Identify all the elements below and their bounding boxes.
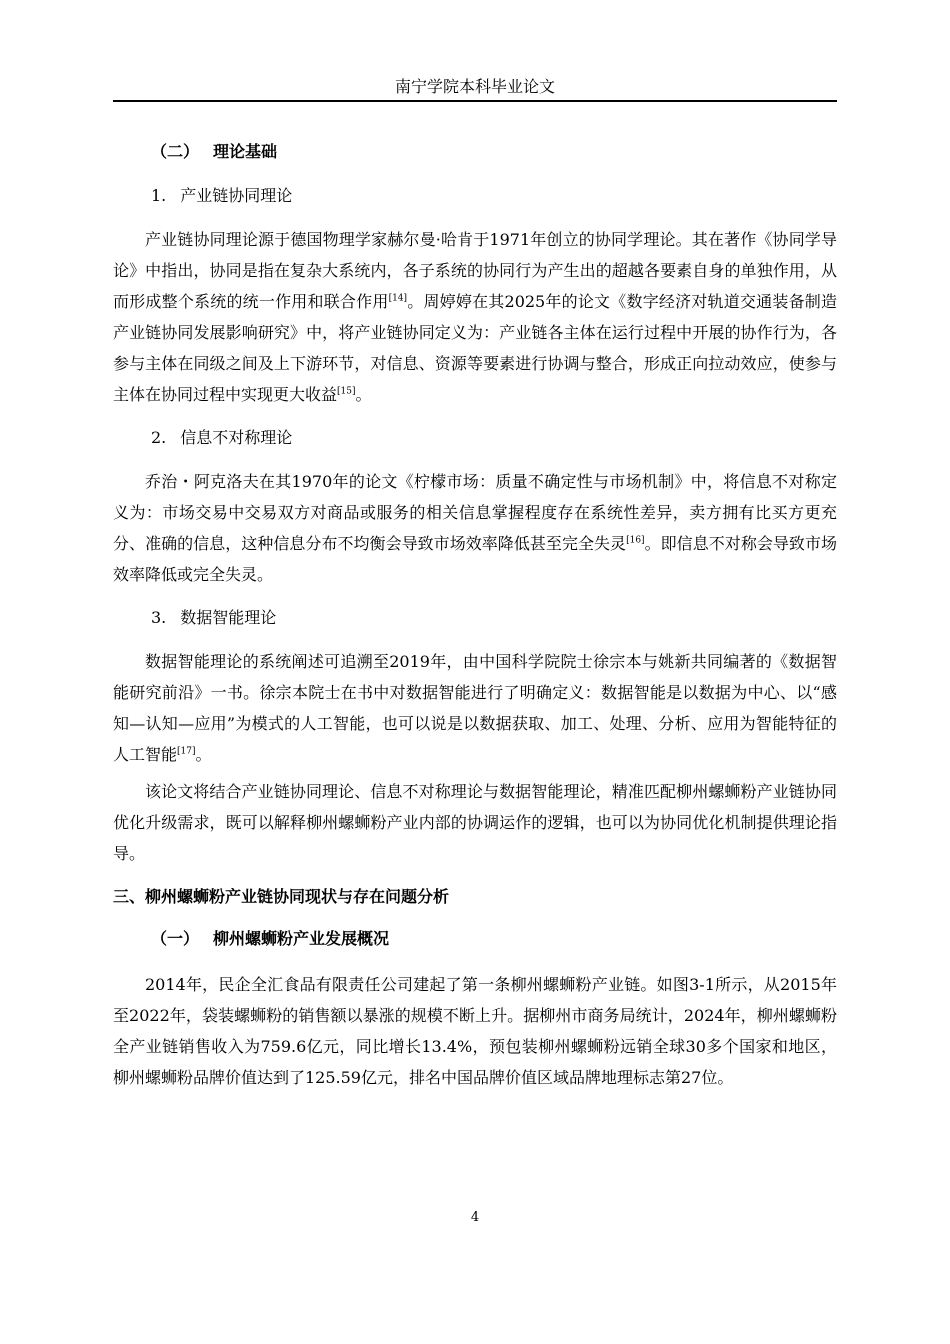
section-heading-theory (151, 138, 837, 166)
subsection-title: 数据智能理论 (180, 608, 277, 627)
section-heading-overview (151, 925, 837, 953)
paragraph-text: 产业链协同理论源于德国物理学家赫尔曼·哈肯于1971年创立的协同学理论。其在著作《协同学导论》中指出，协同是指在复杂大系统内，各子系统的协同行为产生出的超越各要素自身的单独作用，从而形成整个系统的统一作用和联合作用 (113, 230, 837, 311)
subsection-heading-2 (151, 424, 837, 452)
citation-14: [14] (388, 293, 408, 304)
subsection-heading-1 (151, 182, 837, 210)
page-body (113, 138, 837, 1107)
section-title: 柳州螺蛳粉产业发展概况 (213, 929, 390, 948)
paragraph-text: 。即信息不对称会导致市场效率降低或完全失灵。 (113, 534, 837, 584)
subsection-heading-3 (151, 604, 837, 632)
section-title: 理论基础 (213, 142, 278, 161)
subsection-title: 产业链协同理论 (180, 186, 293, 205)
header-rule (113, 100, 837, 102)
section-number: （二） (151, 142, 200, 161)
paragraph-text: 数据智能理论的系统阐述可追溯至2019年，由中国科学院院士徐宗本与姚新共同编著的《数据智能研究前沿》一书。徐宗本院士在书中对数据智能进行了明确定义：数据智能是以数据为中心、以“感知—认知—应用”为模式的人工智能，也可以说是以数据获取、加工、处理、分析、应用为智能特征的人工智能 (113, 652, 837, 764)
subsection-number: 1. (151, 186, 167, 205)
subsection-number: 3. (151, 608, 167, 627)
citation-17: [17] (177, 746, 196, 757)
paragraph-text: 。 (355, 385, 372, 404)
paragraph-text: 乔治・阿克洛夫在其1970年的论文《柠檬市场：质量不确定性与市场机制》中，将信息不对称定义为：市场交易中交易双方对商品或服务的相关信息掌握程度存在系统性差异，卖方拥有比买方更充分、准确的信息，这种信息分布不均衡会导致市场效率降低甚至完全失灵 (113, 472, 837, 553)
subsection-title: 信息不对称理论 (180, 428, 293, 447)
page-number: 4 (470, 1210, 480, 1225)
section-number: （一） (151, 929, 200, 948)
paragraph-text: 。 (195, 745, 212, 764)
paragraph-industry-overview: 2014年，民企全汇食品有限责任公司建起了第一条柳州螺蛳粉产业链。如图3-1所示，从2015年至2022年，袋装螺蛳粉的销售额以暴涨的规模不断上升。据柳州市商务局统计，2024年，柳州螺蛳粉全产业链销售收入为759.6亿元，同比增长13.4%，预包装柳州螺蛳粉远销全球30多个国家和地区，柳州螺蛳粉品牌价值达到了125.59亿元，排名中国品牌价值区域品牌地理标志第27位。 (113, 975, 837, 1087)
citation-16: [16] (626, 535, 645, 546)
page-header: 南宁学院本科毕业论文 (394, 77, 555, 96)
paragraph-asymmetry-theory (113, 466, 837, 590)
paragraph-text: 。周婷婷在其2025年的论文《数字经济对轨道交通装备制造产业链协同发展影响研究》中，将产业链协同定义为：产业链各主体在运行过程中开展的协作行为，各参与主体在同级之间及上下游环节，对信息、资源等要素进行协调与整合，形成正向拉动效应，使参与主体在协同过程中实现更大收益 (113, 292, 837, 404)
chapter-heading-3: 三、柳州螺蛳粉产业链协同现状与存在问题分析 (113, 887, 450, 906)
paragraph-summary: 该论文将结合产业链协同理论、信息不对称理论与数据智能理论，精准匹配柳州螺蛳粉产业链协同优化升级需求，既可以解释柳州螺蛳粉产业内部的协调运作的逻辑，也可以为协同优化机制提供理论指导。 (113, 782, 837, 863)
paragraph-data-intelligence (113, 646, 837, 770)
paragraph-synergy-theory (113, 224, 837, 410)
citation-15: [15] (337, 386, 356, 397)
subsection-number: 2. (151, 428, 167, 447)
